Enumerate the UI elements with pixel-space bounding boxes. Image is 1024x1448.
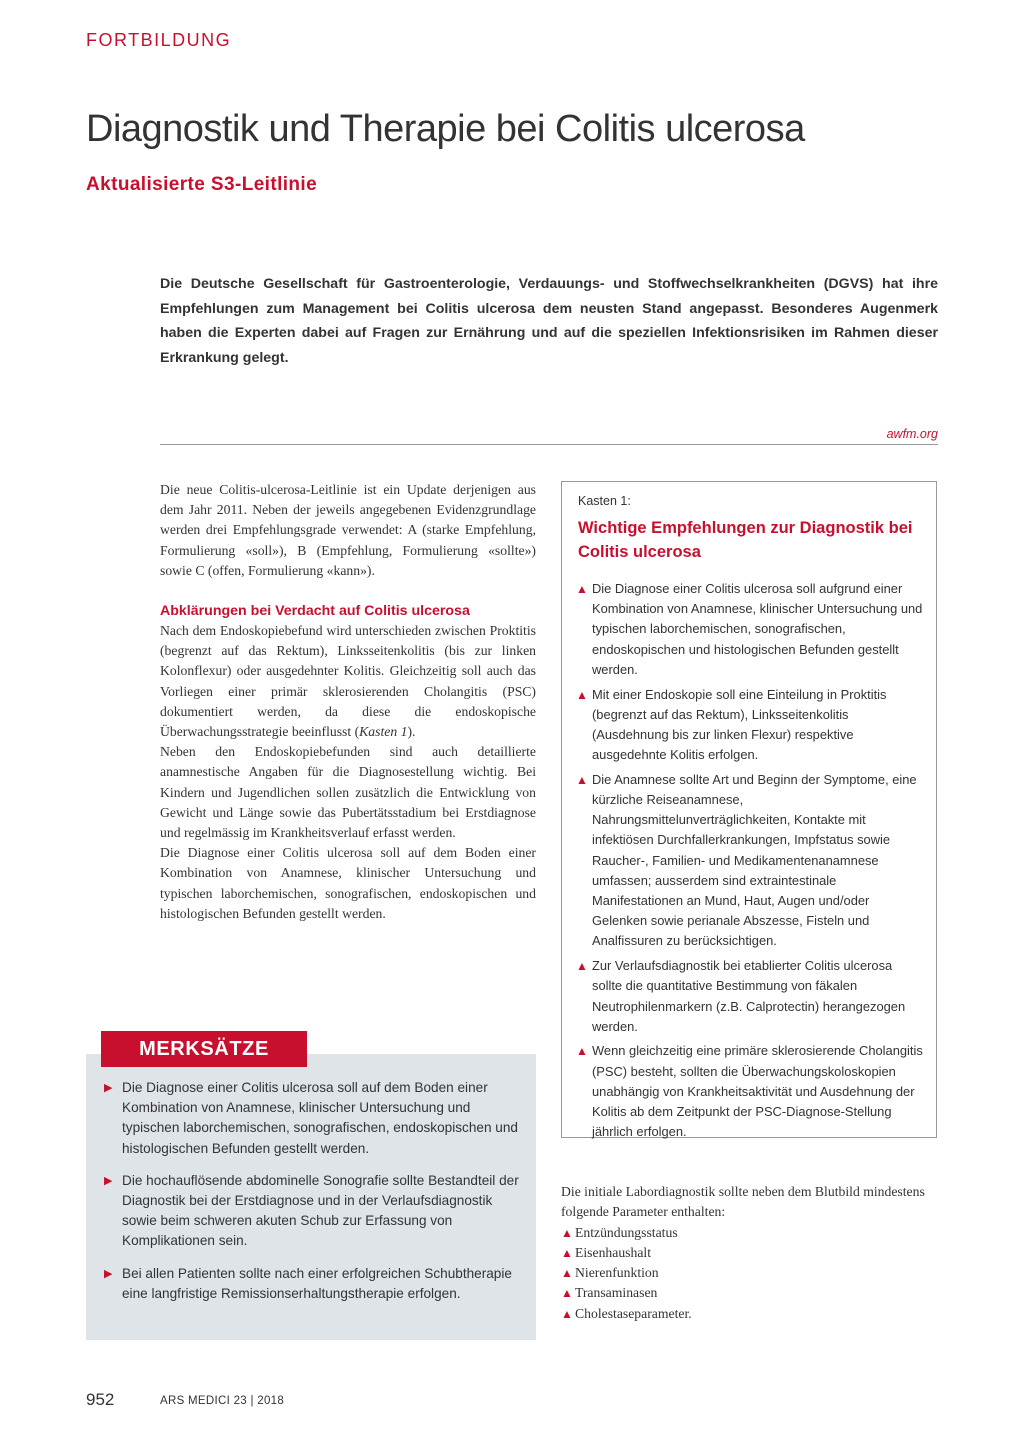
lead-paragraph: Die Deutsche Gesellschaft für Gastroenterologie, Verdauungs- und Stoffwechselkrankheiten (DGVS) hat ihre Empfehlungen zum Management bei Colitis ulcerosa dem neusten Stand angepasst. Besonderes Augenmerk haben die Experten dabei auf Fragen zur Ernährung und auf die speziellen Infektionsrisiken im Rahmen dieser Erkrankung gelegt. bbox=[160, 276, 938, 366]
list-item-text: Wenn gleichzeitig eine primäre sklerosierende Cholangitis (PSC) besteht, sollten die Überwachungskoloskopien unabhängig von Krankheitsaktivität und Ausdehnung der Kolitis ab dem Zeitpunkt der PSC-Diagnose-Stellung jährlich erfolgen. bbox=[592, 1043, 923, 1140]
list-item-text: Eisenhaushalt bbox=[575, 1244, 652, 1260]
triangle-up-icon: ▲ bbox=[561, 1266, 573, 1281]
list-item bbox=[576, 579, 924, 680]
triangle-up-icon: ▲ bbox=[576, 1044, 588, 1059]
triangle-up-icon: ▲ bbox=[576, 687, 588, 702]
body-text: ). bbox=[407, 724, 416, 740]
triangle-up-icon: ▲ bbox=[576, 772, 588, 787]
list-item bbox=[561, 1223, 938, 1243]
body-paragraph: Die Diagnose einer Colitis ulcerosa soll auf dem Boden einer Kombination von Anamnese, klinischer Untersuchung und typischen laborchemischen, sonografischen, endoskopischen und histologischen Befunden gestellt werden. bbox=[160, 845, 536, 921]
list-item bbox=[100, 1264, 530, 1304]
main-column bbox=[160, 480, 536, 924]
kasten-list bbox=[576, 579, 924, 1147]
intro-paragraph: Die neue Colitis-ulcerosa-Leitlinie ist ein Update derjenigen aus dem Jahr 2011. Neben der jeweils angegebenen Evidenzgrundlage werden drei Empfehlungsgrade verwendet: A (starke Empfehlung, Formulierung «soll»), B (Empfehlung, Formulierung «sollte») sowie C (offen, Formulierung «kann»). bbox=[160, 482, 536, 578]
list-item-text: Cholestaseparameter. bbox=[575, 1305, 692, 1321]
lab-section bbox=[561, 1182, 938, 1324]
list-item-text: Die Diagnose einer Colitis ulcerosa soll aufgrund einer Kombination von Anamnese, klinischer Untersuchung und typischen laborchemischen, sonografischen, endoskopischen und histologischen Befunden gestellt werden. bbox=[592, 581, 923, 677]
lab-list bbox=[561, 1223, 938, 1324]
list-item-text: Transaminasen bbox=[575, 1285, 658, 1301]
page-title: Diagnostik und Therapie bei Colitis ulcerosa bbox=[86, 108, 805, 150]
list-item bbox=[100, 1078, 530, 1159]
triangle-up-icon: ▲ bbox=[576, 582, 588, 596]
triangle-up-icon: ▲ bbox=[561, 1286, 573, 1301]
list-item bbox=[561, 1283, 938, 1303]
list-item bbox=[576, 770, 924, 952]
list-item-text: Mit einer Endoskopie soll eine Einteilung in Proktitis (begrenzt auf das Rektum), Linksseitenkolitis (Ausdehnung bis zur linken Flexur) respektive ausgedehnte Kolitis erfolgen. bbox=[592, 686, 887, 763]
list-item-text: Die Anamnese sollte Art und Beginn der Symptome, eine kürzliche Reiseanamnese, Nahrungsmittelunverträglichkeiten, Kontakte mit infektiösen Durchfallerkrankungen, Impfstatus sowie Raucher-, Familien- und Medikamentenanamnese umfassen; ausserdem sind extraintestinale Manifestationen an Mund, Haut, Augen und/oder Gelenken sowie perianale Abszesse, Fisteln und Analfissuren zu berücksichtigen. bbox=[592, 771, 917, 949]
triangle-up-icon: ▲ bbox=[561, 1225, 573, 1240]
list-item bbox=[561, 1304, 938, 1324]
list-item bbox=[561, 1243, 938, 1263]
divider bbox=[160, 444, 938, 445]
list-item-text: Zur Verlaufsdiagnostik bei etablierter Colitis ulcerosa sollte die quantitative Bestimmung von fäkalen Neutrophilenmarkern (z.B. Calprotectin) herangezogen werden. bbox=[592, 958, 906, 1034]
body-text: Nach dem Endoskopiebefund wird unterschieden zwischen Proktitis (begrenzt auf das Rektum), Linksseitenkolitis (bis zur linken Kolonflexur) oder ausgedehnter Kolitis. Gleichzeitig soll auch das Vorliegen einer primär sklerosierenden Cholangitis (PSC) dokumentiert werden, da diese die endoskopische Überwachungsstrategie beeinflusst ( bbox=[160, 623, 536, 740]
list-item bbox=[561, 1263, 938, 1283]
list-item bbox=[100, 1171, 530, 1252]
triangle-up-icon: ▲ bbox=[561, 1306, 573, 1321]
body-paragraph: Neben den Endoskopiebefunden sind auch detaillierte anamnestische Angaben für die Diagnosestellung wichtig. Bei Kindern und Jugendlichen sollen zusätzlich die Entwicklung von Gewicht und Länge sowie das Pubertätsstadium bei Erstdiagnose und regelmässig im Krankheitsverlauf erfasst werden. bbox=[160, 744, 536, 841]
kasten-title: Wichtige Empfehlungen zur Diagnostik bei Colitis ulcerosa bbox=[578, 519, 913, 561]
kasten-label: Kasten 1: bbox=[578, 494, 631, 508]
list-item-text: Die hochauflösende abdominelle Sonografie sollte Bestandteil der Diagnostik bei der Erstdiagnose und in der Verlaufsdiagnostik sowie beim schweren akuten Schub zur Erfassung von Komplikationen sein. bbox=[122, 1172, 519, 1249]
source-link[interactable]: awfm.org bbox=[886, 427, 938, 441]
page-number: 952 bbox=[86, 1390, 115, 1409]
list-item-text: Die Diagnose einer Colitis ulcerosa soll auf dem Boden einer Kombination von Anamnese, klinischer Untersuchung und typischen laborchemischen, sonografischen, endoskopischen und histologischen Befunden gestellt werden. bbox=[122, 1080, 518, 1156]
lab-intro: Die initiale Labordiagnostik sollte neben dem Blutbild mindestens folgende Parameter enthalten: bbox=[561, 1184, 925, 1220]
journal-info: ARS MEDICI 23 | 2018 bbox=[160, 1395, 285, 1407]
list-item-text: Bei allen Patienten sollte nach einer erfolgreichen Schubtherapie eine langfristige Remissionserhaltungstherapie erfolgen. bbox=[122, 1265, 512, 1301]
body-paragraph bbox=[160, 621, 536, 742]
kasten-box bbox=[561, 481, 937, 1138]
list-item bbox=[576, 956, 924, 1037]
merksaetze-list bbox=[100, 1078, 530, 1316]
kasten-reference: Kasten 1 bbox=[359, 724, 408, 740]
section-label: FORTBILDUNG bbox=[86, 30, 232, 50]
list-item bbox=[576, 685, 924, 766]
play-triangle-icon: ▶ bbox=[104, 1267, 113, 1280]
merksaetze-title: MERKSÄTZE bbox=[101, 1031, 307, 1067]
list-item-text: Nierenfunktion bbox=[575, 1265, 659, 1281]
play-triangle-icon: ▶ bbox=[104, 1082, 113, 1094]
play-triangle-icon: ▶ bbox=[104, 1174, 113, 1187]
list-item-text: Entzündungsstatus bbox=[575, 1224, 678, 1240]
section-heading: Abklärungen bei Verdacht auf Colitis ulcerosa bbox=[160, 603, 470, 620]
list-item bbox=[576, 1041, 924, 1142]
triangle-up-icon: ▲ bbox=[576, 959, 588, 974]
triangle-up-icon: ▲ bbox=[561, 1245, 573, 1260]
page-subtitle: Aktualisierte S3-Leitlinie bbox=[86, 174, 318, 195]
